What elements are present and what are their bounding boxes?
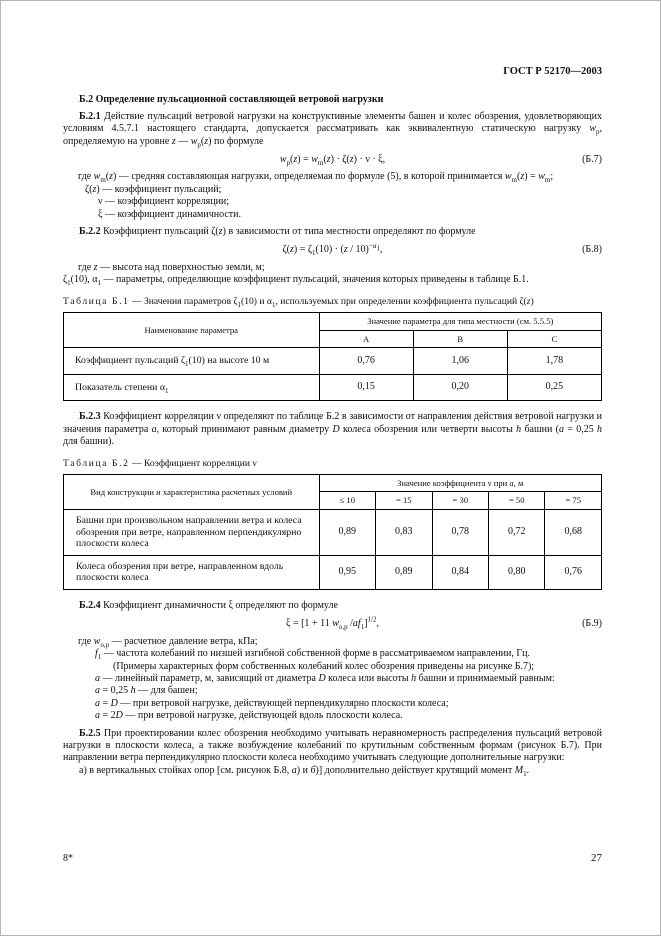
table-b1-header-value: Значение параметра для типа местности (см. 5.5.5) bbox=[319, 313, 601, 331]
where-b9-line6: а = D — при ветровой нагрузке, действующей перпендикулярно плоскости колеса; bbox=[95, 697, 449, 709]
table-b1-row-1-name: Коэффициент пульсаций $\zeta_1(10)$ на высоте 10 м bbox=[64, 348, 320, 375]
table-b2-header-value: Значение коэффициента ν при а, м bbox=[319, 474, 601, 492]
clause-b25-item-a: а) в вертикальных стойках опор [см. рисунок Б.8, а) и б)] дополнительно действует крутящий момент $М_1$. bbox=[79, 764, 530, 778]
formula-b7-body: $w_р(z) = w_m(z) \cdot \zeta(z) \cdot \nu \cdot \xi$, bbox=[279, 154, 386, 168]
table-b2-row-1-val-3: 0,78 bbox=[432, 509, 488, 555]
clause-b25: Б.2.5 При проектировании колес обозрения необходимо учитывать неравномерность распределения пульсаций ветровой нагрузки в плоскости колеса, а также возбуждение колебаний по крутильным собственным формам (рисунок Б.7). При направлении ветра перпендикулярно плоскости колеса необходимо учитывать следующие дополнительные нагрузки: bbox=[63, 727, 602, 764]
table-b1-header-param: Наименование параметра bbox=[64, 313, 320, 348]
table-b2-row-1-val-2: 0,83 bbox=[376, 509, 432, 555]
table-b1-row-1-val-b: 1,06 bbox=[413, 348, 507, 375]
where-b7-line4: ξ — коэффициент динамичности. bbox=[98, 208, 241, 220]
table-b2-row-2-val-2: 0,89 bbox=[376, 555, 432, 589]
table-b1-row-2 bbox=[64, 374, 602, 401]
clause-b21: Б.2.1 Действие пульсаций ветровой нагрузки на конструктивные элементы башен и колес обозрения, удовлетворяющих условиям 4.5.7.1 настоящего стандарта, допускается рассматривать как эквивалентную статическую нагрузку $w_р$, определяемую на уровне z — $w_р(z)$ по формуле bbox=[63, 110, 602, 149]
table-b2-col-4: = 50 bbox=[489, 492, 545, 510]
table-b2-caption-text: — Коэффициент корреляции ν bbox=[131, 457, 257, 469]
table-b1-type-a: А bbox=[319, 330, 413, 348]
table-b2-row-1-name: Башни при произвольном направлении ветра и колеса обозрения при ветре, направленном перпендикулярно плоскости колеса bbox=[64, 509, 320, 555]
table-b1-type-c: С bbox=[507, 330, 601, 348]
table-b1-row-2-name: Показатель степени $\alpha_1$ bbox=[64, 374, 320, 401]
table-b1-caption-label: Таблица Б.1 bbox=[63, 295, 130, 307]
where-b7-line3: ν — коэффициент корреляции; bbox=[98, 196, 230, 208]
table-b2-col-1: ≤ 10 bbox=[319, 492, 375, 510]
clause-b22: Б.2.2 Коэффициент пульсаций ζ(z) в зависимости от типа местности определяют по формуле bbox=[79, 226, 476, 238]
doc-code: ГОСТ Р 52170—2003 bbox=[503, 66, 602, 77]
signature-mark: 8* bbox=[63, 853, 73, 864]
table-b2-row-2-val-4: 0,80 bbox=[489, 555, 545, 589]
clause-b24: Б.2.4 Коэффициент динамичности ξ определяют по формуле bbox=[79, 599, 338, 611]
table-b2-row-2-name: Колеса обозрения при ветре, направленном вдоль плоскости колеса bbox=[64, 555, 320, 589]
page-number: 27 bbox=[591, 852, 602, 864]
where-b8-line2: $\zeta_1(10)$, $\alpha_1$ — параметры, определяющие коэффициент пульсаций, значения которых приведены в таблице Б.1. bbox=[63, 274, 529, 288]
table-b2-col-3: = 30 bbox=[432, 492, 488, 510]
table-b2-header-row bbox=[64, 474, 602, 492]
page-content bbox=[63, 66, 602, 777]
where-b7-line2: ζ(z) — коэффициент пульсаций; bbox=[85, 183, 222, 195]
table-b2-col-2: = 15 bbox=[376, 492, 432, 510]
table-b2-caption-label: Таблица Б.2 bbox=[63, 457, 130, 469]
table-b1-type-b: В bbox=[413, 330, 507, 348]
table-b2-row-2-val-5: 0,76 bbox=[545, 555, 602, 589]
section-title: Б.2 Определение пульсационной составляющей ветровой нагрузки bbox=[79, 94, 384, 106]
table-b1-row-1-val-a: 0,76 bbox=[319, 348, 413, 375]
where-b8-line1: где z — высота над поверхностью земли, м; bbox=[78, 261, 265, 273]
table-b2-row-2-val-1: 0,95 bbox=[319, 555, 375, 589]
where-b9-line7: а = 2D — при ветровой нагрузке, действующей вдоль плоскости колеса. bbox=[95, 710, 403, 722]
where-b9-line3: (Примеры характерных форм собственных колебаний колес обозрения приведены на рисунке Б.7); bbox=[113, 660, 535, 672]
table-b2-row-1 bbox=[64, 509, 602, 555]
table-b1 bbox=[63, 312, 602, 401]
where-b9-line1: где $w_{о,р}$ — расчетное давление ветра, кПа; bbox=[78, 635, 258, 649]
table-b1-row-1 bbox=[64, 348, 602, 375]
formula-b9-body: ξ = [1 + 11 $w_{о,р}$ $/af_1]^{1/2}$, bbox=[286, 615, 379, 632]
table-b1-caption bbox=[63, 296, 602, 308]
table-b1-row-1-val-c: 1,78 bbox=[507, 348, 601, 375]
where-b9-line2: $f_1$ — частота колебаний по низшей изгибной собственной форме в рассматриваемом направлении, Гц. bbox=[95, 648, 530, 662]
table-b2-row-2-val-3: 0,84 bbox=[432, 555, 488, 589]
table-b2 bbox=[63, 474, 602, 590]
page-footer bbox=[63, 852, 602, 864]
table-b2-row-1-val-4: 0,72 bbox=[489, 509, 545, 555]
formula-b7-number: (Б.7) bbox=[582, 154, 602, 166]
table-b2-row-1-val-1: 0,89 bbox=[319, 509, 375, 555]
table-b1-row-2-val-c: 0,25 bbox=[507, 374, 601, 401]
formula-b8 bbox=[63, 244, 602, 256]
clause-b23: Б.2.3 Коэффициент корреляции ν определяют по таблице Б.2 в зависимости от направления действия ветровой нагрузки и значения параметра а, который принимают равным диаметру D колеса обозрения или четверти высоты h башни (а = 0,25 h для башни). bbox=[63, 411, 603, 448]
formula-b8-body: $\zeta(z) = \zeta_1(10) \cdot (z / 10)^{-\alpha_1}$, bbox=[282, 242, 383, 258]
table-b2-row-2 bbox=[64, 555, 602, 589]
table-b1-row-2-val-a: 0,15 bbox=[319, 374, 413, 401]
formula-b9-number: (Б.9) bbox=[582, 618, 602, 630]
where-b9-line4: а — линейный параметр, м, зависящий от диаметра D колеса или высоты h башни и принимаемый равным: bbox=[95, 672, 555, 684]
where-b9-line5: а = 0,25 h — для башен; bbox=[95, 685, 198, 697]
formula-b7 bbox=[63, 154, 602, 166]
table-b2-header-kind: Вид конструкции и характеристика расчетных условий bbox=[64, 474, 320, 509]
table-b1-header-row bbox=[64, 313, 602, 331]
formula-b9 bbox=[63, 615, 602, 632]
table-b2-col-5: = 75 bbox=[545, 492, 602, 510]
where-b7-line1: где $w_m(z)$ — средняя составляющая нагрузки, определяемая по формуле (5), в которой принимается $w_m(z) = w_m$; bbox=[78, 171, 554, 185]
table-b2-row-1-val-5: 0,68 bbox=[545, 509, 602, 555]
formula-b8-number: (Б.8) bbox=[582, 244, 602, 256]
table-b2-caption bbox=[63, 458, 602, 470]
table-b1-row-2-val-b: 0,20 bbox=[413, 374, 507, 401]
table-b1-caption-text: — Значения параметров $\zeta_1(10)$ и $\alpha_1$, используемых при определении коэффициента пульсаций ζ(z) bbox=[131, 295, 534, 309]
